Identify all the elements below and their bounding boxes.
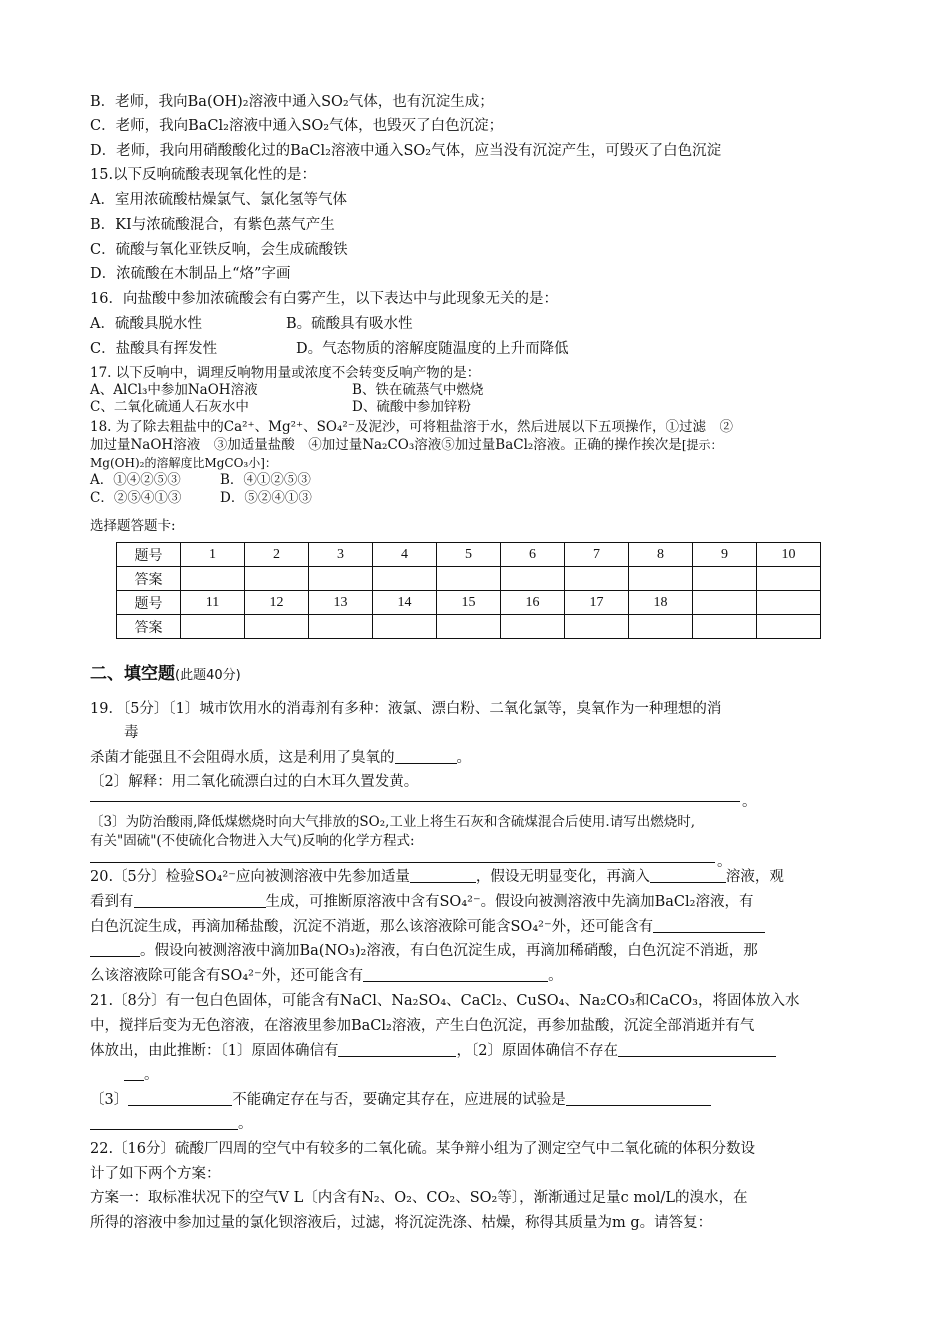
q21-text: 〔3〕 [90, 1092, 129, 1108]
answer-blank[interactable] [566, 1091, 711, 1106]
q20-line-3 [90, 917, 765, 937]
section-2-heading [90, 664, 241, 686]
section-2-title: 二、填空题 [90, 664, 175, 684]
row-label: 题号 [117, 591, 181, 615]
answer-cell[interactable] [437, 567, 501, 591]
question-number: 14 [373, 591, 437, 615]
answer-card-row-ans-1 [117, 567, 821, 591]
q20-text: 溶液，观 [725, 869, 784, 885]
q21-line-3 [90, 1041, 776, 1061]
question-number [757, 591, 821, 615]
q18-hint-label: [提示： [681, 438, 723, 452]
q18-line-2-text: 加过量NaOH溶液 ③加适量盐酸 ④加过量Na₂CO₃溶液⑤加过量BaCl₂溶液。正确的操作挨次是 [90, 437, 682, 453]
answer-blank[interactable] [653, 918, 765, 933]
q19-line-2-end: 。 [456, 750, 471, 766]
q20-line-1 [90, 867, 784, 887]
q19-line-7-end: 。 [717, 854, 732, 870]
answer-cell[interactable] [245, 567, 309, 591]
q18-line-3: Mg(OH)₂的溶解度比MgCO₃小]： [90, 456, 277, 470]
answer-cell[interactable] [629, 567, 693, 591]
answer-cell[interactable] [757, 615, 821, 639]
q20-text: ，假设无明显变化，再滴入 [475, 869, 650, 885]
q21-text: 不能确定存在与否，要确定其存在，应进展的试验是 [232, 1092, 566, 1108]
question-number: 1 [181, 543, 245, 567]
q15-option-c: C．硫酸与氧化亚铁反响，会生成硫酸铁 [90, 242, 348, 258]
q19-line-6: 有关"固硫"(不使硫化合物进入大气)反响的化学方程式: [90, 833, 415, 849]
answer-card-table [116, 542, 821, 639]
question-number: 17 [565, 591, 629, 615]
row-label: 答案 [117, 567, 181, 591]
q20-line-2 [90, 892, 753, 912]
answer-cell[interactable] [565, 615, 629, 639]
q18-option-d: D．⑤②④①③ [220, 490, 312, 506]
section-2-points: (此题40分) [175, 668, 241, 683]
q21-line-6 [90, 1114, 253, 1134]
q14-option-d: D．老师，我向用硝酸酸化过的BaCl₂溶液中通入SO₂气体，应当没有沉淀产生，可毁灭了白色沉淀 [90, 143, 722, 159]
question-number: 3 [309, 543, 373, 567]
answer-cell[interactable] [693, 567, 757, 591]
q16-option-b: B。硫酸具有吸水性 [286, 316, 413, 332]
question-number: 8 [629, 543, 693, 567]
q19-line-1b: 毒 [124, 725, 139, 741]
q21-text: 。 [144, 1067, 159, 1083]
answer-line[interactable] [90, 862, 715, 863]
answer-cell[interactable] [309, 615, 373, 639]
question-number: 2 [245, 543, 309, 567]
q19-line-2-text: 杀菌才能强且不会阻碍水质，这是利用了臭氧的 [90, 750, 395, 766]
q21-line-2: 中，搅拌后变为无色溶液，在溶液里参加BaCl₂溶液，产生白色沉淀，再参加盐酸，沉淀全部消逝并有气 [90, 1018, 755, 1034]
answer-cell[interactable] [629, 615, 693, 639]
q14-option-b: B．老师，我向Ba(OH)₂溶液中通入SO₂气体，也有沉淀生成； [90, 94, 494, 110]
answer-cell[interactable] [245, 615, 309, 639]
q20-text: 生成，可推断原溶液中含有SO₄²⁻。假设向被测溶液中先滴加BaCl₂溶液，有 [265, 894, 754, 910]
answer-cell[interactable] [565, 567, 629, 591]
q22-line-3: 方案一：取标准状况下的空气V L〔内含有N₂、O₂、CO₂、SO₂等〕，渐渐通过足量c mol/L的溴水，在 [90, 1190, 748, 1206]
answer-blank[interactable] [134, 893, 266, 908]
question-number: 6 [501, 543, 565, 567]
answer-card-row-num-2 [117, 591, 821, 615]
question-number: 16 [501, 591, 565, 615]
q18-line-1: 18. 为了除去粗盐中的Ca²⁺、Mg²⁺、SO₄²⁻及泥沙，可将粗盐溶于水，然后进展以下五项操作，①过滤 ② [90, 419, 733, 435]
answer-cell[interactable] [373, 567, 437, 591]
q18-option-c: C．②⑤④①③ [90, 490, 182, 506]
answer-blank[interactable] [363, 967, 548, 982]
q15-option-b: B．KI与浓硫酸混合，有紫色蒸气产生 [90, 217, 335, 233]
question-number: 11 [181, 591, 245, 615]
q20-line-4 [90, 941, 758, 961]
q21-line-4 [124, 1065, 159, 1085]
question-number: 12 [245, 591, 309, 615]
q15-option-d: D．浓硫酸在木制品上“烙”字画 [90, 266, 291, 282]
q16-option-a: A．硫酸具脱水性 [90, 316, 202, 332]
q21-line-5 [90, 1090, 711, 1110]
q20-text: 20.〔5分〕检验SO₄²⁻应向被测溶液中先参加适量 [90, 869, 410, 885]
q20-line-5 [90, 966, 563, 986]
question-number: 4 [373, 543, 437, 567]
answer-cell[interactable] [693, 615, 757, 639]
q21-text: ，〔2〕原固体确信不存在 [456, 1043, 618, 1059]
q16-option-d: D。气态物质的溶解度随温度的上升而降低 [296, 341, 569, 357]
answer-blank[interactable] [650, 868, 726, 883]
answer-blank[interactable] [124, 1066, 144, 1081]
q15-option-a: A．室用浓硫酸枯燥氯气、氯化氢等气体 [90, 192, 347, 208]
answer-blank[interactable] [395, 749, 457, 764]
q20-text: 么该溶液除可能含有SO₄²⁻外，还可能含有 [90, 968, 364, 984]
answer-blank[interactable] [338, 1042, 456, 1057]
q17-option-c: C、二氧化硫通人石灰水中 [90, 399, 249, 415]
q21-line-1: 21.〔8分〕有一包白色固体，可能含有NaCl、Na₂SO₄、CaCl₂、CuSO₄、Na₂CO₃和CaCO₃，将固体放入水 [90, 993, 800, 1009]
q19-line-2 [90, 748, 471, 768]
answer-cell[interactable] [181, 567, 245, 591]
q17-option-b: B、铁在硫蒸气中燃烧 [352, 382, 484, 398]
answer-blank[interactable] [410, 868, 476, 883]
answer-blank[interactable] [90, 942, 140, 957]
question-number: 10 [757, 543, 821, 567]
answer-cell[interactable] [501, 567, 565, 591]
q14-option-c: C．老师，我向BaCl₂溶液中通入SO₂气体，也毁灭了白色沉淀； [90, 118, 504, 134]
q20-text: 。假设向被测溶液中滴加Ba(NO₃)₂溶液，有白色沉淀生成，再滴加稀硝酸，白色沉淀不消逝，那 [140, 943, 758, 959]
answer-cell[interactable] [309, 567, 373, 591]
answer-card-title: 选择题答题卡: [90, 518, 176, 534]
answer-cell[interactable] [757, 567, 821, 591]
question-number: 5 [437, 543, 501, 567]
q19-line-5: 〔3〕为防治酸雨,降低煤燃烧时向大气排放的SO₂,工业上将生石灰和含硫煤混合后使用.请写出燃烧时, [90, 814, 695, 830]
question-number: 18 [629, 591, 693, 615]
q17-stem: 17. 以下反响中，调理反响物用量或浓度不会转变反响产物的是： [90, 365, 481, 381]
q17-option-d: D、硫酸中参加锌粉 [352, 399, 471, 415]
answer-cell[interactable] [437, 615, 501, 639]
q22-line-2: 计了如下两个方案： [90, 1166, 221, 1182]
q20-text: 白色沉淀生成，再滴加稀盐酸，沉淀不消逝，那么该溶液除可能含SO₄²⁻外，还可能含有 [90, 919, 654, 935]
q20-text: 看到有 [90, 894, 134, 910]
answer-cell[interactable] [181, 615, 245, 639]
answer-blank[interactable] [90, 1115, 238, 1130]
answer-blank[interactable] [128, 1091, 232, 1106]
q21-text: 。 [238, 1116, 253, 1132]
q16-option-c: C．盐酸具有挥发性 [90, 341, 218, 357]
q22-line-4: 所得的溶液中参加过量的氯化钡溶液后，过滤，将沉淀洗涤、枯燥，称得其质量为m g。请答复： [90, 1215, 713, 1231]
q18-option-a: A．①④②⑤③ [90, 472, 181, 488]
question-number: 13 [309, 591, 373, 615]
question-number [693, 591, 757, 615]
q18-line-2 [90, 435, 723, 455]
q20-text: 。 [548, 968, 563, 984]
q21-text: 体放出，由此推断：〔1〕原固体确信有 [90, 1043, 339, 1059]
question-number: 7 [565, 543, 629, 567]
row-label: 题号 [117, 543, 181, 567]
answer-cell[interactable] [501, 615, 565, 639]
answer-cell[interactable] [373, 615, 437, 639]
answer-blank[interactable] [618, 1042, 776, 1057]
answer-line[interactable] [90, 801, 740, 802]
answer-card-row-ans-2 [117, 615, 821, 639]
q16-stem: 16．向盐酸中参加浓硫酸会有白雾产生，以下表达中与此现象无关的是： [90, 291, 558, 307]
q15-stem: 15.以下反响硫酸表现氧化性的是： [90, 167, 317, 183]
q19-line-3: 〔2〕解释：用二氧化硫漂白过的白木耳久置发黄。 [90, 774, 419, 790]
q19-line-4-end: 。 [742, 794, 757, 810]
row-label: 答案 [117, 615, 181, 639]
question-number: 15 [437, 591, 501, 615]
answer-card-row-num-1 [117, 543, 821, 567]
q17-option-a: A、AlCl₃中参加NaOH溶液 [90, 382, 258, 398]
q22-line-1: 22.〔16分〕硫酸厂四周的空气中有较多的二氧化硫。某争辩小组为了测定空气中二氧化硫的体积分数设 [90, 1141, 756, 1157]
q19-line-1: 19．〔5分〕〔1〕城市饮用水的消毒剂有多种：液氯、漂白粉、二氧化氯等，臭氧作为一种理想的消 [90, 701, 722, 717]
question-number: 9 [693, 543, 757, 567]
q18-option-b: B．④①②⑤③ [220, 472, 311, 488]
